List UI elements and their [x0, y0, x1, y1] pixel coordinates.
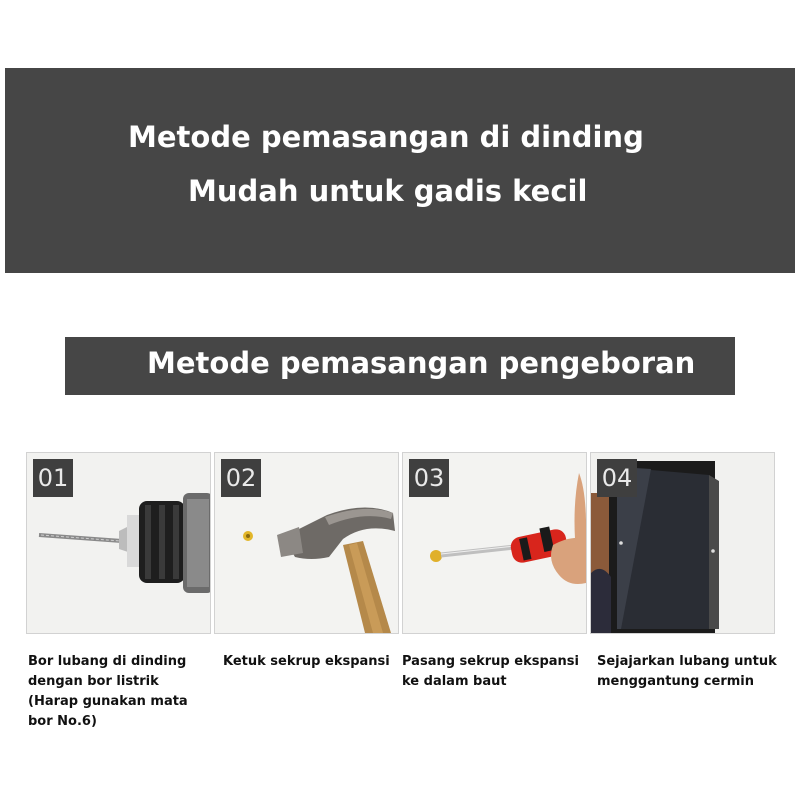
step-1-photo: [26, 452, 211, 634]
step-4-caption: Sejajarkan lubang untuk menggantung cermin: [597, 654, 777, 689]
step-1-caption: Bor lubang di dinding dengan bor listrik (Harap gunakan mata bor No.6): [28, 654, 188, 729]
step-1-number: 01: [33, 459, 73, 497]
step-2-photo: [214, 452, 399, 634]
step-3-caption: Pasang sekrup ekspansi ke dalam baut: [402, 654, 579, 689]
step-2-caption: Ketuk sekrup ekspansi: [223, 654, 390, 669]
hero-banner: [5, 68, 795, 273]
step-4-number: 04: [597, 459, 637, 497]
hero-subtitle: Mudah untuk gadis kecil: [188, 174, 588, 208]
hero-title: Metode pemasangan di dinding: [128, 120, 644, 154]
section-title: Metode pemasangan pengeboran: [147, 346, 696, 380]
section-banner: [65, 337, 735, 395]
step-3-number: 03: [409, 459, 449, 497]
step-3-photo: [402, 452, 587, 634]
step-4-photo: [590, 452, 775, 634]
step-2-number: 02: [221, 459, 261, 497]
